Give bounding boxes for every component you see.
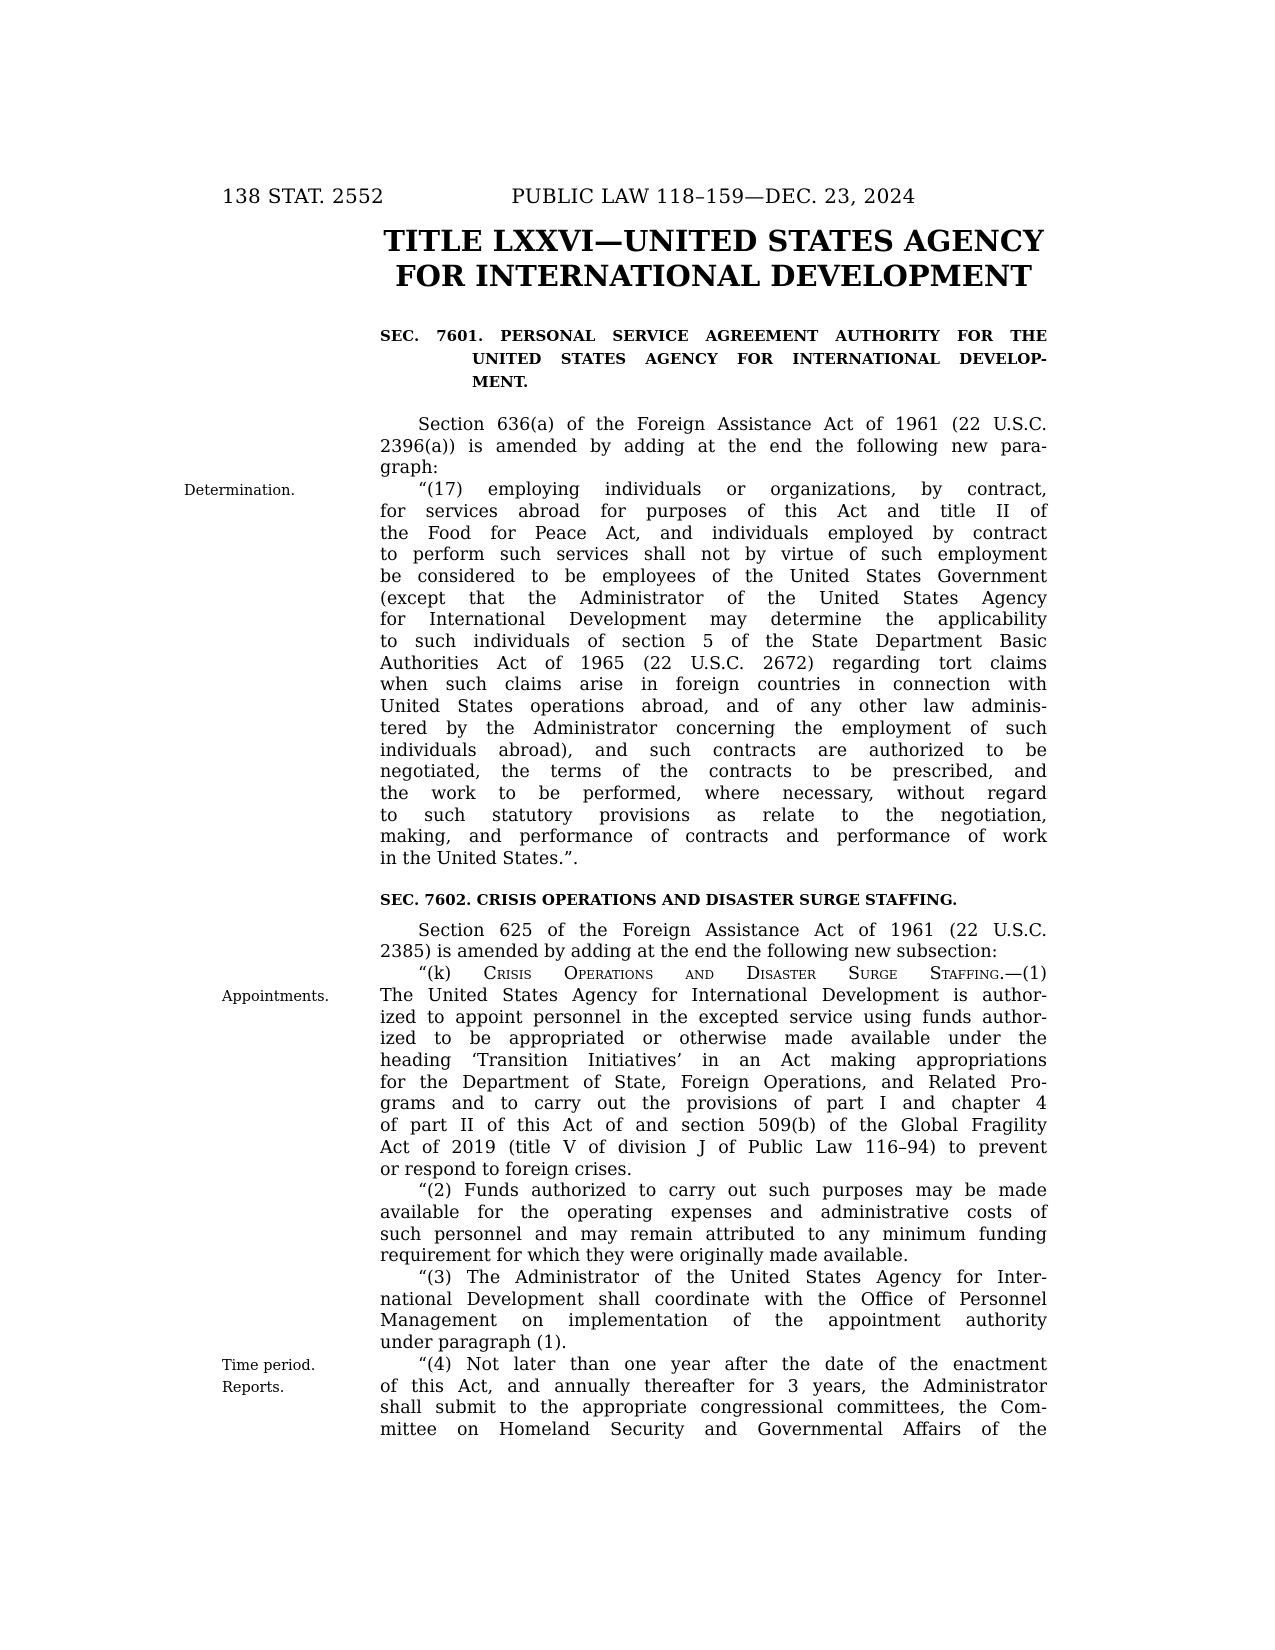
text-line: negotiated, the terms of the contracts to be prescribed, and — [380, 762, 1047, 783]
text-line: graph: — [380, 458, 439, 479]
text-line: “(3) The Administrator of the United States Agency for Inter- — [418, 1268, 1047, 1289]
text-segment: —(1) — [1004, 964, 1047, 985]
running-head — [222, 184, 1047, 210]
text-line: in the United States.”. — [380, 849, 579, 870]
text-line: MENT. — [472, 373, 529, 391]
text-line: to such statutory provisions as relate to the negotiation, — [380, 805, 1047, 826]
para-7601-intro — [380, 415, 1047, 480]
margin-note — [184, 481, 295, 503]
text-line: Management on implementation of the appointment authority — [380, 1311, 1047, 1332]
text-line: individuals abroad), and such contracts are authorized to be — [380, 740, 1047, 761]
text-line: ized to appoint personnel in the excepted service using funds author- — [380, 1007, 1047, 1028]
text-line — [380, 964, 1047, 986]
text-line: grams and to carry out the provisions of part I and chapter 4 — [380, 1094, 1047, 1115]
margin-note-line: Time period. — [222, 1357, 316, 1374]
section-heading-7602 — [380, 889, 1047, 912]
text-line: for International Development may determine the applicability — [380, 610, 1047, 631]
text-line: tered by the Administrator concerning the employment of such — [380, 718, 1047, 739]
text-line: Section 636(a) of the Foreign Assistance Act of 1961 (22 U.S.C. — [418, 415, 1047, 435]
para-7601-quoted-17 — [184, 480, 1047, 871]
margin-note-line: Appointments. — [222, 988, 330, 1005]
text-line: Act of 2019 (title V of division J of Public Law 116–94) to prevent — [380, 1137, 1047, 1158]
text-line: to such individuals of section 5 of the State Department Basic — [380, 632, 1047, 653]
text-line: UNITED STATES AGENCY FOR INTERNATIONAL DEVELOP- — [472, 350, 1047, 368]
margin-note-line: Determination. — [184, 483, 296, 500]
text-line: the work to be performed, where necessary, without regard — [380, 783, 1047, 804]
text-line: Section 625 of the Foreign Assistance Act of 1961 (22 U.S.C. — [418, 920, 1047, 941]
title-line-1: TITLE LXXVI—UNITED STATES AGENCY — [383, 224, 1044, 258]
title-heading — [380, 224, 1047, 294]
margin-note — [222, 987, 329, 1009]
text-line: ized to be appropriated or otherwise made available under the — [380, 1029, 1047, 1050]
para-7602-k3 — [380, 1268, 1047, 1355]
text-line: requirement for which they were originally made available. — [380, 1246, 909, 1267]
text-line: “(17) employing individuals or organizations, by contract, — [418, 480, 1047, 501]
public-law-citation: PUBLIC LAW 118–159—DEC. 23, 2024 — [511, 184, 916, 208]
stat-page-number: 138 STAT. 2552 — [222, 184, 385, 208]
text-line: when such claims arise in foreign countries in connection with — [380, 675, 1047, 696]
section-heading-7601 — [380, 325, 1047, 394]
text-line: such personnel and may remain attributed to any minimum funding — [380, 1224, 1047, 1245]
text-line: “(4) Not later than one year after the date of the enactment — [418, 1354, 1047, 1375]
text-line: heading ‘Transition Initiatives’ in an Act making appropriations — [380, 1050, 1047, 1071]
title-line-2: FOR INTERNATIONAL DEVELOPMENT — [395, 259, 1032, 293]
text-line: “(2) Funds authorized to carry out such purposes may be made — [418, 1181, 1047, 1202]
text-line: national Development shall coordinate with the Office of Personnel — [380, 1289, 1047, 1310]
text-line: SEC. 7602. CRISIS OPERATIONS AND DISASTER SURGE STAFFING. — [380, 890, 958, 909]
text-line: of this Act, and annually thereafter for 3 years, the Administrator — [380, 1376, 1047, 1397]
text-line: under paragraph (1). — [380, 1333, 567, 1354]
text-line: shall submit to the appropriate congressional committees, the Com- — [380, 1398, 1047, 1419]
text-line: mittee on Homeland Security and Governmental Affairs of the — [380, 1419, 1047, 1440]
content-blocks — [184, 325, 1047, 1442]
text-line: making, and performance of contracts and performance of work — [380, 827, 1047, 848]
para-7602-k4 — [222, 1354, 1047, 1442]
text-segment: “(k) — [418, 964, 484, 985]
text-line: The United States Agency for International Development is author- — [380, 985, 1047, 1006]
text-line: 2396(a)) is amended by adding at the end the following new para- — [380, 436, 1047, 457]
margin-note-line: Reports. — [222, 1379, 285, 1396]
text-line: be considered to be employees of the United States Government — [380, 566, 1047, 587]
para-7602-intro — [380, 921, 1047, 964]
small-caps-text: Crisis Operations and Disaster Surge Staffing. — [483, 964, 1005, 985]
text-line: United States operations abroad, and of any other law adminis- — [380, 697, 1047, 718]
text-line: of part II of this Act of and section 509(b) of the Global Fragility — [380, 1116, 1047, 1137]
text-line: to perform such services shall not by virtue of such employment — [380, 545, 1047, 566]
body-column — [184, 224, 1047, 1442]
text-line: for services abroad for purposes of this Act and title II of — [380, 501, 1047, 522]
text-line: SEC. 7601. PERSONAL SERVICE AGREEMENT AUTHORITY FOR THE — [380, 327, 1047, 345]
para-7602-k1 — [222, 964, 1047, 1181]
margin-note — [222, 1356, 315, 1399]
para-7602-k2 — [380, 1181, 1047, 1268]
text-line: 2385) is amended by adding at the end the following new subsection: — [380, 942, 998, 963]
text-line: for the Department of State, Foreign Operations, and Related Pro- — [380, 1072, 1047, 1093]
text-line: or respond to foreign crises. — [380, 1159, 633, 1180]
text-line: Authorities Act of 1965 (22 U.S.C. 2672) regarding tort claims — [380, 653, 1047, 674]
text-line: available for the operating expenses and administrative costs of — [380, 1202, 1047, 1223]
text-line: the Food for Peace Act, and individuals employed by contract — [380, 523, 1047, 544]
text-line: (except that the Administrator of the United States Agency — [380, 588, 1047, 609]
